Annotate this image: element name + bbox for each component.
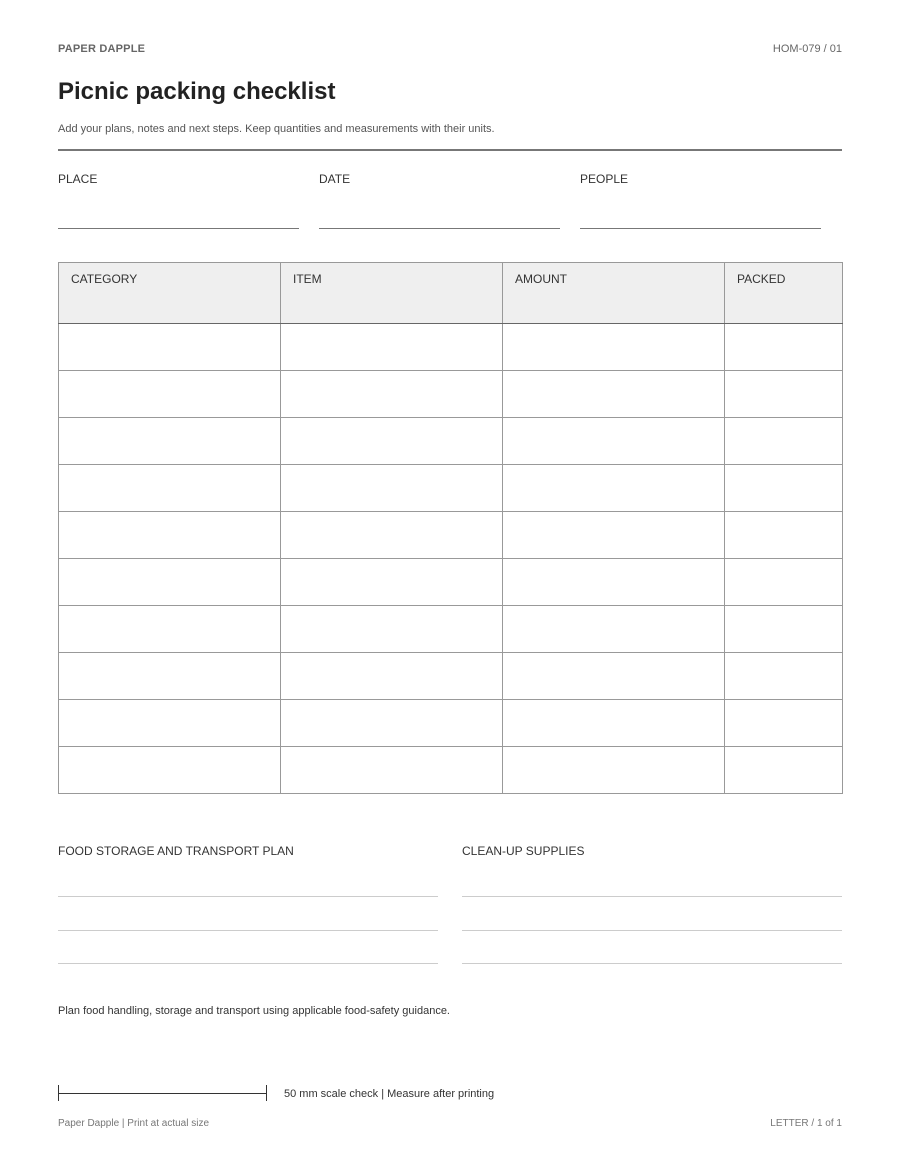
category-cell[interactable] bbox=[59, 465, 281, 512]
item-cell[interactable] bbox=[281, 606, 503, 653]
packed-cell[interactable] bbox=[725, 465, 843, 512]
amount-cell[interactable] bbox=[503, 653, 725, 700]
header-divider bbox=[58, 149, 842, 151]
table-header-row bbox=[59, 263, 843, 324]
people-label: PEOPLE bbox=[580, 172, 629, 186]
brand-name: PAPER DAPPLE bbox=[58, 43, 146, 55]
packed-cell[interactable] bbox=[725, 324, 843, 371]
amount-cell[interactable] bbox=[503, 371, 725, 418]
category-cell[interactable] bbox=[59, 559, 281, 606]
scale-bar bbox=[58, 1085, 267, 1101]
item-cell[interactable] bbox=[281, 371, 503, 418]
item-cell[interactable] bbox=[281, 418, 503, 465]
amount-cell[interactable] bbox=[503, 700, 725, 747]
document-id: HOM-079 / 01 bbox=[772, 43, 842, 55]
packed-cell[interactable] bbox=[725, 559, 843, 606]
item-cell[interactable] bbox=[281, 512, 503, 559]
packed-cell[interactable] bbox=[725, 700, 843, 747]
category-cell[interactable] bbox=[59, 747, 281, 794]
category-cell[interactable] bbox=[59, 418, 281, 465]
item-cell[interactable] bbox=[281, 653, 503, 700]
cleanup-supplies-label: CLEAN-UP SUPPLIES bbox=[462, 844, 585, 858]
page-title: Picnic packing checklist bbox=[58, 78, 336, 105]
category-cell[interactable] bbox=[59, 653, 281, 700]
packed-cell[interactable] bbox=[725, 512, 843, 559]
category-cell[interactable] bbox=[59, 512, 281, 559]
scale-check-text: 50 mm scale check | Measure after printing bbox=[284, 1088, 495, 1100]
table-row bbox=[59, 371, 843, 418]
scale-tick-right bbox=[266, 1085, 267, 1101]
packed-cell[interactable] bbox=[725, 418, 843, 465]
table-row bbox=[59, 324, 843, 371]
table-row bbox=[59, 653, 843, 700]
column-header-item: ITEM bbox=[281, 263, 503, 324]
packed-cell[interactable] bbox=[725, 747, 843, 794]
cleanup-supplies-line[interactable] bbox=[462, 896, 842, 897]
item-cell[interactable] bbox=[281, 747, 503, 794]
category-cell[interactable] bbox=[59, 371, 281, 418]
table-row bbox=[59, 606, 843, 653]
category-cell[interactable] bbox=[59, 324, 281, 371]
food-storage-line[interactable] bbox=[58, 930, 438, 931]
table-row bbox=[59, 559, 843, 606]
footer-left: Paper Dapple | Print at actual size bbox=[58, 1118, 210, 1129]
packed-cell[interactable] bbox=[725, 371, 843, 418]
table-row bbox=[59, 418, 843, 465]
place-label: PLACE bbox=[58, 172, 98, 186]
table-body bbox=[59, 324, 843, 794]
column-header-packed: PACKED bbox=[725, 263, 843, 324]
food-storage-line[interactable] bbox=[58, 963, 438, 964]
scale-line bbox=[58, 1093, 267, 1094]
item-cell[interactable] bbox=[281, 559, 503, 606]
amount-cell[interactable] bbox=[503, 465, 725, 512]
place-field[interactable] bbox=[58, 228, 299, 229]
food-storage-line[interactable] bbox=[58, 896, 438, 897]
table-row bbox=[59, 747, 843, 794]
date-field[interactable] bbox=[319, 228, 560, 229]
food-storage-label: FOOD STORAGE AND TRANSPORT PLAN bbox=[58, 844, 294, 858]
cleanup-supplies-line[interactable] bbox=[462, 930, 842, 931]
table-row bbox=[59, 700, 843, 747]
item-cell[interactable] bbox=[281, 465, 503, 512]
amount-cell[interactable] bbox=[503, 606, 725, 653]
table-row bbox=[59, 465, 843, 512]
amount-cell[interactable] bbox=[503, 559, 725, 606]
amount-cell[interactable] bbox=[503, 747, 725, 794]
column-header-category: CATEGORY bbox=[59, 263, 281, 324]
table-row bbox=[59, 512, 843, 559]
footer-right: LETTER / 1 of 1 bbox=[770, 1118, 842, 1129]
page-subtitle: Add your plans, notes and next steps. Keep quantities and measurements with their units. bbox=[58, 123, 495, 135]
column-header-amount: AMOUNT bbox=[503, 263, 725, 324]
item-cell[interactable] bbox=[281, 700, 503, 747]
people-field[interactable] bbox=[580, 228, 821, 229]
packing-table bbox=[58, 262, 843, 794]
amount-cell[interactable] bbox=[503, 324, 725, 371]
food-safety-note: Plan food handling, storage and transport using applicable food-safety guidance. bbox=[58, 1005, 450, 1017]
packed-cell[interactable] bbox=[725, 606, 843, 653]
packed-cell[interactable] bbox=[725, 653, 843, 700]
category-cell[interactable] bbox=[59, 606, 281, 653]
category-cell[interactable] bbox=[59, 700, 281, 747]
amount-cell[interactable] bbox=[503, 512, 725, 559]
item-cell[interactable] bbox=[281, 324, 503, 371]
amount-cell[interactable] bbox=[503, 418, 725, 465]
date-label: DATE bbox=[319, 172, 351, 186]
cleanup-supplies-line[interactable] bbox=[462, 963, 842, 964]
